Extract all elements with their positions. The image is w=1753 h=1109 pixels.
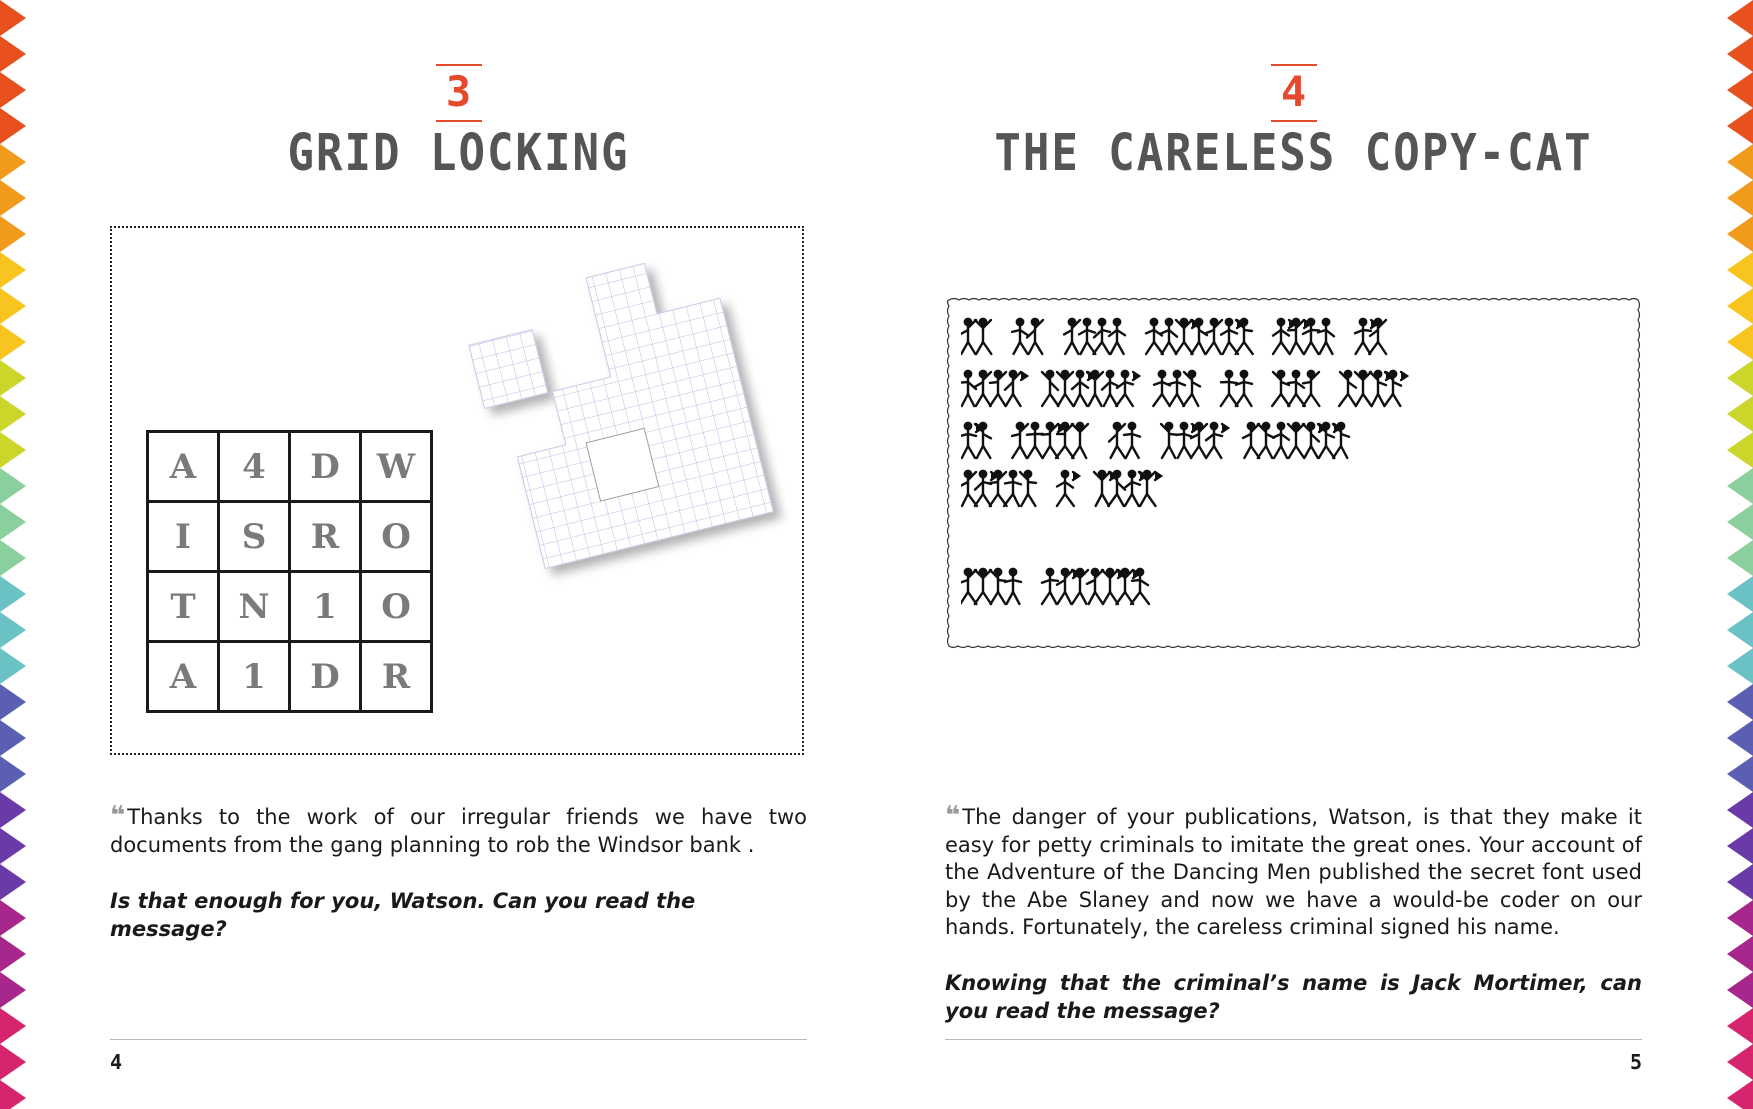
dancing-man-figure	[1139, 471, 1161, 506]
border-triangle	[1727, 0, 1753, 36]
dancing-man-figure	[1169, 371, 1185, 406]
puzzle-title: GRID LOCKING	[287, 124, 630, 183]
cipher-word	[1153, 371, 1200, 406]
grid-cell: 1	[290, 572, 361, 642]
dancing-man-figure	[1004, 471, 1021, 506]
border-triangle	[1727, 684, 1753, 720]
cipher-word	[1109, 423, 1140, 458]
dancing-man-figure	[1093, 319, 1110, 354]
border-triangle	[1727, 1008, 1753, 1044]
cipher-word	[961, 569, 1021, 604]
border-triangle	[1727, 252, 1753, 288]
puzzle-number: 3	[445, 67, 472, 116]
grid-cell: O	[361, 572, 432, 642]
dancing-man-figure	[1191, 319, 1207, 354]
cipher-word	[1339, 371, 1407, 406]
dancing-man-figure	[1012, 319, 1028, 354]
dancing-man-figure	[1161, 423, 1177, 458]
border-triangle	[1727, 360, 1753, 396]
dancing-man-figure	[1288, 423, 1304, 458]
dancing-man-figure	[1005, 569, 1021, 604]
border-triangle	[0, 828, 26, 864]
border-triangle	[0, 756, 26, 792]
dancing-man-figure	[1355, 371, 1371, 406]
dancing-men-cipher-icon	[945, 296, 1642, 650]
border-triangle	[0, 936, 26, 972]
grid-cell: T	[148, 572, 219, 642]
dancing-man-figure	[1109, 319, 1125, 354]
dancing-man-figure	[1243, 423, 1259, 458]
dancing-man-figure	[1221, 371, 1238, 406]
dancing-man-figure	[990, 371, 1006, 406]
border-triangle	[0, 108, 26, 144]
dancing-man-figure	[1384, 371, 1407, 406]
dancing-man-figure	[1012, 423, 1028, 458]
puzzle-title: THE CARELESS COPY-CAT	[994, 124, 1593, 183]
footer-rule	[945, 1039, 1642, 1040]
dancing-man-figure	[1102, 371, 1118, 406]
border-triangle	[1727, 216, 1753, 252]
dancing-man-figure	[1258, 423, 1274, 458]
page-number: 5	[1629, 1050, 1642, 1074]
border-triangle	[1727, 756, 1753, 792]
border-triangle	[0, 180, 26, 216]
dancing-man-figure	[1236, 371, 1252, 406]
border-triangle	[0, 324, 26, 360]
cipher-word	[1161, 423, 1228, 458]
dancing-man-figure	[1183, 371, 1200, 406]
border-triangle	[1727, 288, 1753, 324]
quote-icon: ❝	[110, 801, 122, 831]
grid-row	[148, 502, 432, 572]
border-triangle	[1727, 1080, 1753, 1109]
footer-rule	[110, 1039, 807, 1040]
border-triangle	[0, 720, 26, 756]
dancing-man-figure	[1064, 319, 1080, 354]
border-triangle	[0, 144, 26, 180]
border-triangle	[0, 396, 26, 432]
dancing-man-figure	[975, 371, 991, 406]
dancing-man-figure	[1057, 471, 1079, 506]
cipher-word	[1146, 319, 1253, 354]
dancing-man-figure	[1146, 319, 1163, 354]
right-triangle-border	[1723, 0, 1753, 1109]
border-triangle	[1727, 540, 1753, 576]
border-triangle	[1727, 936, 1753, 972]
cipher-word	[1355, 319, 1386, 354]
border-triangle	[0, 504, 26, 540]
dancing-man-figure	[1288, 371, 1305, 406]
grid-cell: A	[148, 432, 219, 502]
dancing-man-figure	[1020, 471, 1036, 506]
border-triangle	[0, 648, 26, 684]
grille-overlay-icon	[432, 258, 792, 588]
border-triangle	[0, 432, 26, 468]
dancing-man-figure	[1124, 423, 1140, 458]
dancing-man-figure	[961, 569, 976, 604]
puzzle-question: Knowing that the criminal’s name is Jack Mortimer, can you read the message?	[945, 971, 1642, 1023]
dancing-man-figure	[1116, 371, 1139, 406]
puzzle-question: Is that enough for you, Watson. Can you read the message?	[110, 889, 696, 941]
cipher-line	[961, 566, 1621, 606]
dancing-man-figure	[990, 569, 1006, 604]
dancing-man-figure	[1272, 371, 1289, 406]
grid-cell: D	[290, 642, 361, 712]
border-triangle	[1727, 612, 1753, 648]
dancing-man-figure	[975, 319, 991, 354]
border-triangle	[0, 288, 26, 324]
border-triangle	[1727, 468, 1753, 504]
grid-row	[148, 432, 432, 502]
border-triangle	[1727, 180, 1753, 216]
intro-paragraph	[110, 803, 807, 859]
left-triangle-border	[0, 0, 30, 1109]
border-triangle	[1727, 432, 1753, 468]
right-page	[945, 0, 1642, 1109]
border-triangle	[0, 612, 26, 648]
cipher-word	[1273, 319, 1334, 354]
border-triangle	[1727, 324, 1753, 360]
border-triangle	[0, 1008, 26, 1044]
quote-icon: ❝	[945, 801, 957, 831]
dancing-man-figure	[1109, 423, 1125, 458]
dancing-man-figure	[975, 569, 991, 604]
dancing-man-figure	[1072, 569, 1088, 604]
border-triangle	[0, 252, 26, 288]
dancing-man-figure	[975, 423, 991, 458]
cipher-word	[1012, 423, 1088, 458]
dancing-man-figure	[1303, 371, 1319, 406]
grid-cell: D	[290, 432, 361, 502]
dancing-man-figure	[1206, 319, 1222, 354]
dancing-man-figure	[1153, 371, 1170, 406]
border-triangle	[1727, 396, 1753, 432]
dancing-man-figure	[1333, 423, 1349, 458]
cipher-word	[1042, 371, 1139, 406]
border-triangle	[1727, 648, 1753, 684]
cipher-line	[961, 368, 1621, 408]
cipher-line	[961, 316, 1621, 356]
border-triangle	[1727, 900, 1753, 936]
border-triangle	[1727, 972, 1753, 1008]
cipher-word	[1094, 471, 1161, 506]
cipher-word	[961, 423, 991, 458]
left-page	[110, 0, 807, 1109]
grid-cell: W	[361, 432, 432, 502]
border-triangle	[1727, 576, 1753, 612]
dancing-man-figure	[1027, 319, 1043, 354]
grid-cell: O	[361, 502, 432, 572]
cipher-word	[1272, 371, 1319, 406]
cipher-word	[1243, 423, 1349, 458]
puzzle-number-badge	[1271, 64, 1317, 122]
grid-cell: 1	[219, 642, 290, 712]
border-triangle	[0, 216, 26, 252]
border-triangle	[1727, 144, 1753, 180]
dancing-man-figure	[1339, 371, 1356, 406]
cipher-word	[1042, 569, 1149, 604]
grid-cell: 4	[219, 432, 290, 502]
border-triangle	[0, 972, 26, 1008]
border-triangle	[0, 540, 26, 576]
border-triangle	[0, 360, 26, 396]
border-triangle	[0, 900, 26, 936]
dancing-man-figure	[1087, 371, 1103, 406]
border-triangle	[0, 468, 26, 504]
border-triangle	[0, 72, 26, 108]
border-triangle	[0, 36, 26, 72]
border-triangle	[1727, 720, 1753, 756]
grid-cell: I	[148, 502, 219, 572]
grid-cell: N	[219, 572, 290, 642]
dancing-man-figure	[1161, 319, 1177, 354]
cipher-line	[961, 468, 1621, 508]
grid-row	[148, 572, 432, 642]
grid-cell: S	[219, 502, 290, 572]
cipher-word	[1012, 319, 1043, 354]
puzzle-illustration-frame	[110, 226, 804, 755]
puzzle-number-badge	[436, 64, 482, 122]
border-triangle	[0, 1044, 26, 1080]
border-triangle	[0, 792, 26, 828]
border-triangle	[1727, 504, 1753, 540]
border-triangle	[1727, 828, 1753, 864]
dancing-man-figure	[1206, 423, 1228, 458]
cipher-line	[961, 518, 1621, 558]
dancing-man-figure	[961, 319, 976, 354]
dancing-man-figure	[1087, 569, 1103, 604]
border-triangle	[1727, 108, 1753, 144]
dancing-man-figure	[961, 371, 976, 406]
border-triangle	[0, 576, 26, 612]
border-triangle	[0, 864, 26, 900]
border-triangle	[0, 0, 26, 36]
cipher-word	[1221, 371, 1252, 406]
border-triangle	[1727, 72, 1753, 108]
dancing-man-figure	[1273, 423, 1289, 458]
dancing-man-figure	[1072, 423, 1088, 458]
grid-cell: R	[361, 642, 432, 712]
dancing-man-figure	[1079, 319, 1095, 354]
cipher-word	[961, 471, 1036, 506]
border-triangle	[1727, 36, 1753, 72]
dancing-man-figure	[1042, 569, 1058, 604]
border-triangle	[0, 1080, 26, 1109]
puzzle-number: 4	[1280, 67, 1307, 116]
grid-cell: A	[148, 642, 219, 712]
border-triangle	[1727, 1044, 1753, 1080]
dancing-man-figure	[1318, 319, 1334, 354]
dancing-man-figure	[1005, 371, 1027, 406]
page-number: 4	[110, 1050, 123, 1074]
border-triangle	[0, 684, 26, 720]
dancing-man-figure	[1027, 423, 1043, 458]
letter-grid	[146, 430, 433, 713]
cipher-word	[961, 319, 991, 354]
grid-cell: R	[290, 502, 361, 572]
cipher-line	[961, 420, 1621, 460]
cipher-word	[1057, 471, 1079, 506]
border-triangle	[1727, 864, 1753, 900]
story-text: The danger of your publications, Watson, is that they make it easy for petty criminals to imitate the great ones. Your account of the Adventure of the Dancing Men published the secret font used by the Abe Slaney and now we have a would-be coder on our hands. Fortunately, the careless criminal signed his name.	[945, 805, 1642, 939]
dancing-man-figure	[1057, 371, 1073, 406]
cipher-word	[961, 371, 1027, 406]
story-paragraph	[945, 803, 1642, 942]
dancing-man-figure	[1042, 371, 1058, 406]
grid-row	[148, 642, 432, 712]
border-triangle	[1727, 792, 1753, 828]
intro-text: Thanks to the work of our irregular friends we have two documents from the gang planning to rob the Windsor bank .	[110, 805, 807, 857]
cipher-word	[1064, 319, 1125, 354]
